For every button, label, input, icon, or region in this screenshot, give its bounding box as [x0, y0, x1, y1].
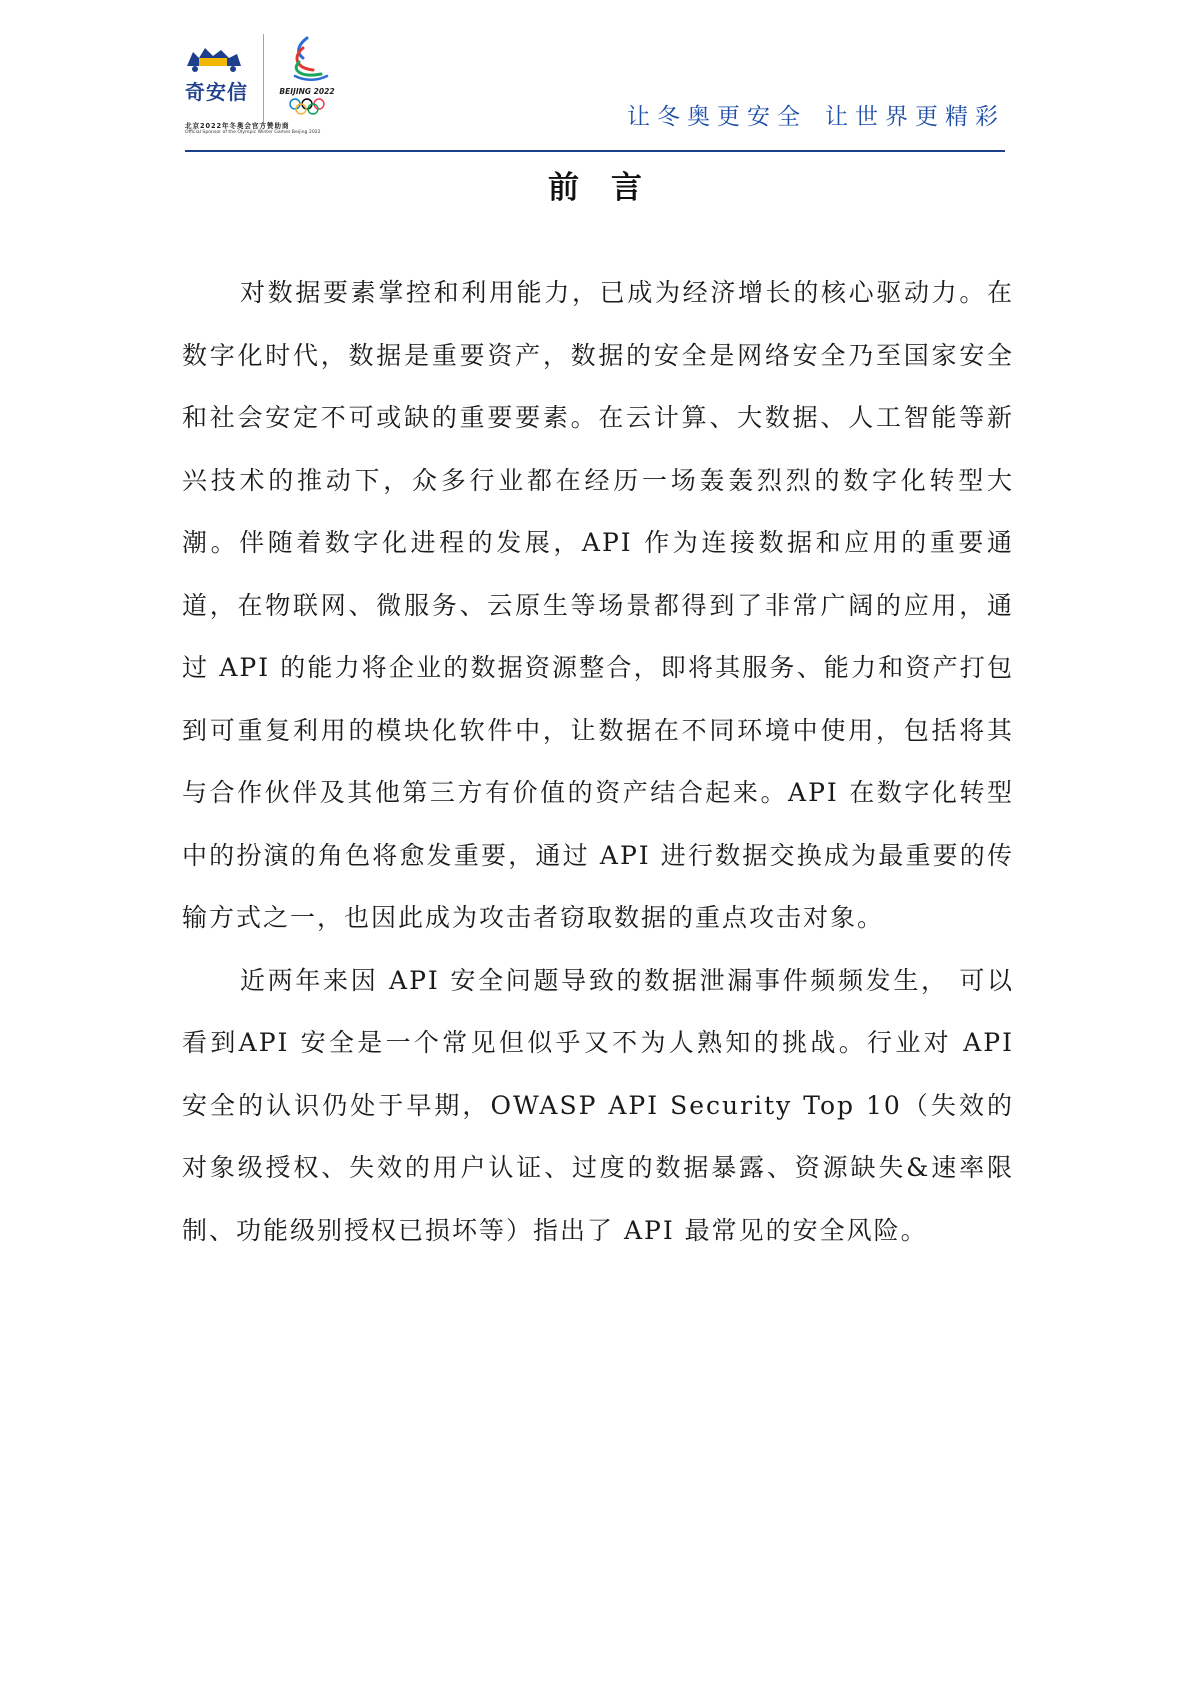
document-body	[182, 262, 1014, 1262]
paragraph-2: 近两年来因 API 安全问题导致的数据泄漏事件频频发生， 可以看到API 安全是一个常见但似乎又不为人熟知的挑战。行业对 API 安全的认识仍处于早期，OWASP API Security Top 10（失效的对象级授权、失效的用户认证、过度的数据暴露、资源缺失&速率限制、功能级别授权已损坏等）指出了 API 最常见的安全风险。	[182, 965, 1014, 1245]
page-header	[0, 0, 1190, 160]
logo-divider	[263, 34, 264, 126]
slogan-left: 让冬奥更安全	[627, 104, 807, 130]
sponsor-text-cn: 北京2022年冬奥会官方赞助商	[185, 122, 290, 130]
sponsor-text-en: Official Sponsor of the Olympic Winter Games Beijing 2022	[185, 130, 321, 135]
brand-logo-icon	[185, 44, 243, 74]
sponsor-logo-block	[185, 28, 345, 140]
page-title: 前言	[548, 170, 674, 206]
games-mark-text: BEIJING 2022	[279, 87, 335, 96]
slogan-right: 让世界更精彩	[825, 104, 1005, 130]
paragraph-1: 对数据要素掌控和利用能力，已成为经济增长的核心驱动力。在数字化时代，数据是重要资产，数据的安全是网络安全乃至国家安全和社会安定不可或缺的重要要素。在云计算、大数据、人工智能等新兴技术的推动下，众多行业都在经历一场轰轰烈烈的数字化转型大潮。伴随着数字化进程的发展，API 作为连接数据和应用的重要通道，在物联网、微服务、云原生等场景都得到了非常广阔的应用，通过 API 的能力将企业的数据资源整合，即将其服务、能力和资产打包到可重复利用的模块化软件中，让数据在不同环境中使用，包括将其与合作伙伴及其他第三方有价值的资产结合起来。API 在数字化转型中的扮演的角色将愈发重要，通过 API 进行数据交换成为最重要的传输方式之一，也因此成为攻击者窃取数据的重点攻击对象。	[182, 278, 1014, 932]
brand-name: 奇安信	[185, 80, 248, 104]
header-slogan	[627, 98, 1005, 131]
winter-games-emblem-icon	[277, 34, 337, 126]
header-divider-line	[185, 150, 1005, 152]
